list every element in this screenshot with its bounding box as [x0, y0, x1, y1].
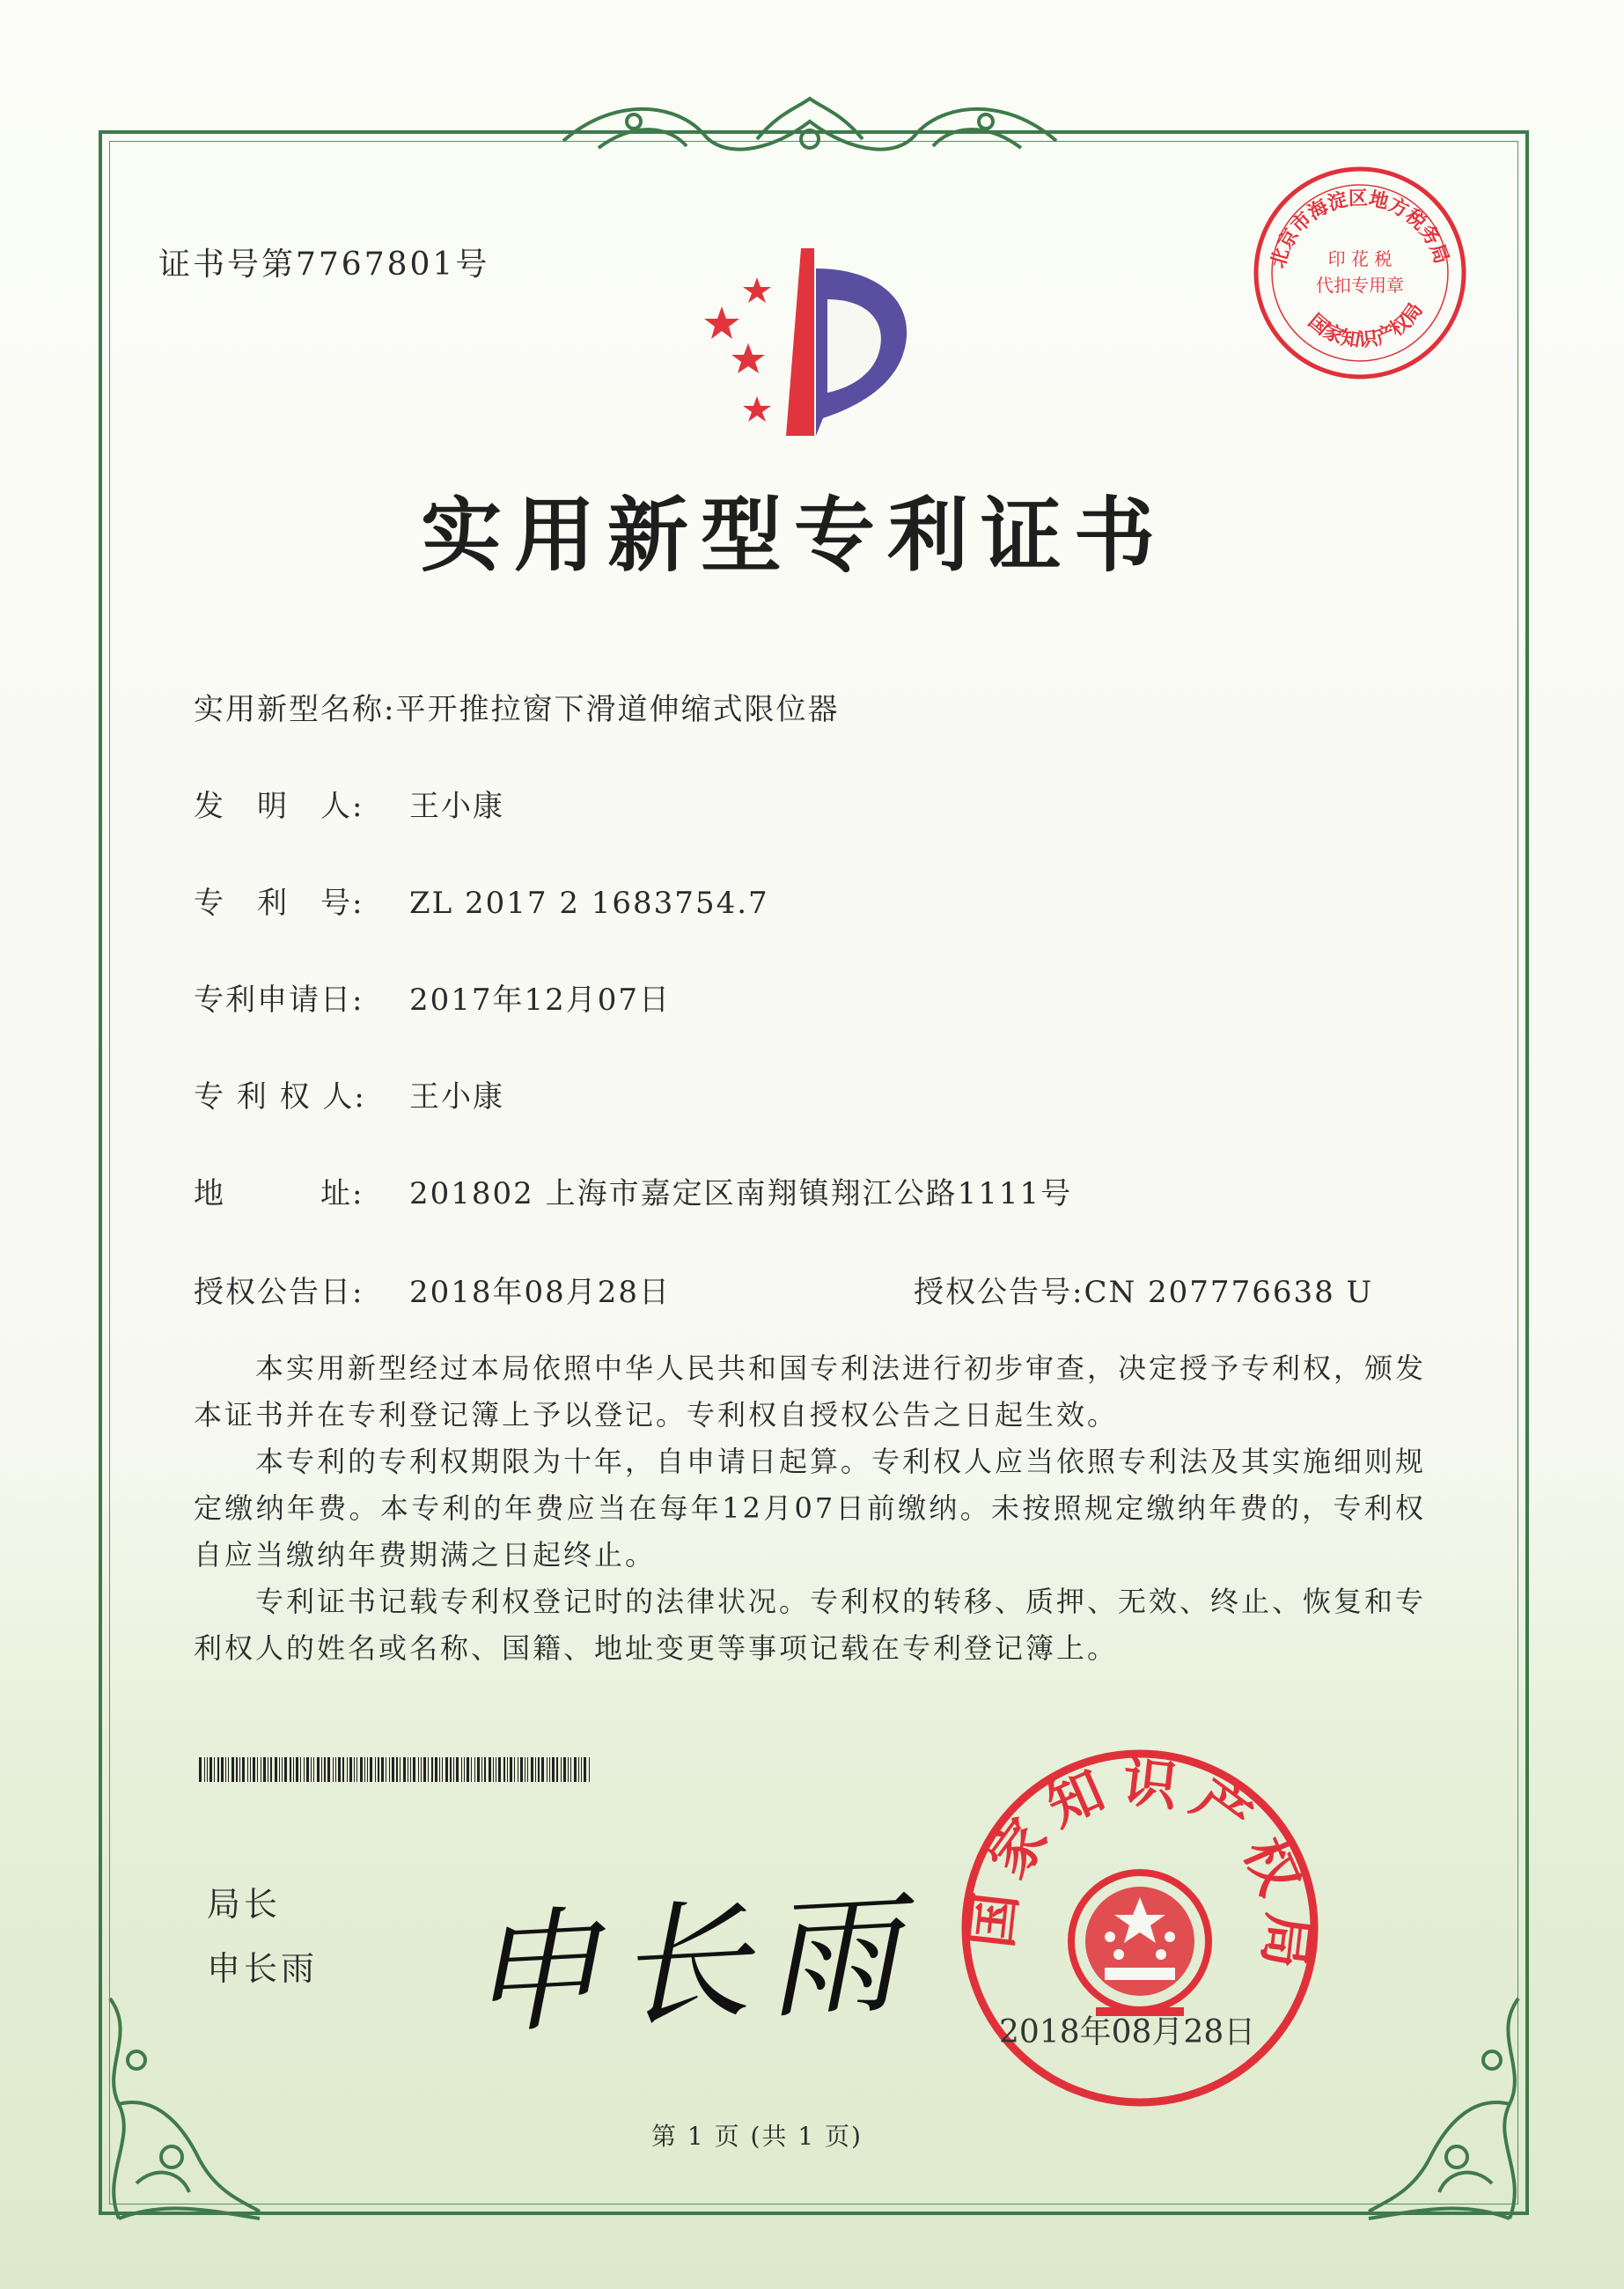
barcode-bar — [477, 1757, 480, 1782]
barcode-bar — [538, 1757, 540, 1782]
barcode-bar — [510, 1757, 512, 1782]
barcode-bar — [467, 1757, 469, 1782]
barcode-bar — [354, 1757, 355, 1782]
barcode-bar — [327, 1757, 330, 1782]
field-label: 实用新型名称: — [194, 692, 396, 727]
barcode-bar — [270, 1757, 272, 1782]
body-paragraph: 本专利的专利权期限为十年，自申请日起算。专利权人应当依照专利法及其实施细则规定缴纳年费。本专利的年费应当在每年12月07日前缴纳。未按照规定缴纳年费的，专利权自应当缴纳年费期满之日起终止。 — [194, 1445, 1427, 1571]
barcode-bar — [581, 1757, 582, 1782]
field-label: 地 址: — [194, 1176, 364, 1211]
barcode-bar — [242, 1757, 245, 1782]
barcode-bar — [531, 1757, 533, 1782]
patent-office-logo-icon — [682, 238, 929, 445]
svg-text:国家知识产权局 — [1304, 298, 1427, 352]
barcode-bar — [453, 1757, 454, 1782]
barcode-bar — [356, 1757, 357, 1782]
barcode-bar — [474, 1757, 475, 1782]
barcode-bar — [541, 1757, 544, 1782]
barcode-bar — [209, 1757, 212, 1782]
barcode-bar — [489, 1757, 491, 1782]
field-address — [194, 1169, 1072, 1212]
field-label: 发 明 人: — [194, 789, 364, 824]
barcode-bar — [471, 1757, 472, 1782]
barcode-bar — [225, 1757, 226, 1782]
barcode-bar — [410, 1757, 411, 1782]
barcode-bar — [403, 1757, 406, 1782]
barcode-bar — [360, 1757, 363, 1782]
tax-stamp — [1248, 161, 1473, 386]
barcode-bar — [589, 1757, 590, 1782]
barcode-bar — [450, 1757, 452, 1782]
barcode-bar — [217, 1757, 219, 1782]
barcode-bar — [300, 1757, 301, 1782]
barcode-icon — [199, 1757, 591, 1782]
field-value: ZL 2017 2 1683754.7 — [409, 886, 769, 921]
bottom-left-ornament-icon — [84, 1981, 268, 2236]
field-utility-model-name — [194, 685, 839, 728]
barcode-bar — [389, 1757, 390, 1782]
barcode-bar — [221, 1757, 224, 1782]
barcode-bar — [321, 1757, 322, 1782]
barcode-bar — [396, 1757, 398, 1782]
barcode-bar — [378, 1757, 379, 1782]
barcode-bar — [375, 1757, 376, 1782]
barcode-bar — [392, 1757, 394, 1782]
barcode-bar — [290, 1757, 291, 1782]
field-application-date — [194, 975, 671, 1019]
barcode-bar — [514, 1757, 515, 1782]
field-label: 授权公告日: — [194, 1275, 364, 1310]
barcode-bar — [239, 1757, 240, 1782]
field-value: CN 207776638 U — [1084, 1275, 1374, 1310]
barcode-bar — [574, 1757, 577, 1782]
barcode-bar — [413, 1757, 415, 1782]
barcode-bar — [306, 1757, 309, 1782]
barcode-bar — [214, 1757, 215, 1782]
barcode-bar — [461, 1757, 462, 1782]
barcode-bar — [284, 1757, 287, 1782]
barcode-bar — [445, 1757, 448, 1782]
top-ornament-icon — [546, 86, 1074, 166]
barcode-bar — [204, 1757, 205, 1782]
barcode-bar — [549, 1757, 550, 1782]
official-seal — [955, 1743, 1325, 2113]
field-label: 授权公告号: — [914, 1275, 1084, 1310]
barcode-bar — [484, 1757, 486, 1782]
barcode-bar — [570, 1757, 571, 1782]
barcode-bar — [435, 1757, 437, 1782]
barcode-bar — [498, 1757, 501, 1782]
barcode-bar — [342, 1757, 344, 1782]
barcode-bar — [442, 1757, 443, 1782]
barcode-bar — [199, 1757, 202, 1782]
barcode-bar — [250, 1757, 251, 1782]
barcode-bar — [535, 1757, 536, 1782]
barcode-bar — [367, 1757, 368, 1782]
barcode-bar — [349, 1757, 352, 1782]
barcode-bar — [257, 1757, 258, 1782]
tax-stamp-inner-2: 代扣专用章 — [1316, 275, 1404, 296]
field-label: 专利申请日: — [194, 983, 364, 1018]
barcode-bar — [527, 1757, 528, 1782]
field-inventor — [194, 782, 504, 825]
barcode-bar — [493, 1757, 494, 1782]
barcode-bar — [347, 1757, 348, 1782]
barcode-bar — [456, 1757, 459, 1782]
barcode-bar — [568, 1757, 569, 1782]
director-signature — [462, 1846, 921, 2059]
barcode-bar — [317, 1757, 320, 1782]
tax-stamp-bottom-text: 国家知识产权局 — [1304, 298, 1428, 352]
tax-stamp-inner-1: 印 花 税 — [1327, 248, 1393, 269]
barcode-bar — [418, 1757, 419, 1782]
field-patent-number — [194, 879, 769, 922]
field-label: 专 利 权 人: — [194, 1079, 366, 1115]
barcode-bar — [253, 1757, 255, 1782]
barcode-bar — [381, 1757, 384, 1782]
page-title: 实用新型专利证书 — [421, 488, 1168, 583]
field-value: 王小康 — [409, 789, 504, 824]
barcode-bar — [313, 1757, 314, 1782]
certificate-body — [194, 1345, 1426, 1672]
field-value: 王小康 — [409, 1079, 504, 1115]
signature-text: 申长雨 — [463, 1876, 920, 2054]
field-announcement-date — [194, 1268, 671, 1311]
barcode-bar — [324, 1757, 326, 1782]
barcode-bar — [231, 1757, 234, 1782]
barcode-bar — [311, 1757, 312, 1782]
director-title: 局长 — [207, 1885, 282, 1924]
barcode-bar — [464, 1757, 465, 1782]
barcode-bar — [578, 1757, 579, 1782]
bottom-right-ornament-icon — [1360, 1981, 1545, 2236]
tax-stamp-outer-text: 北京市海淀区地方税务局 — [1266, 187, 1453, 271]
barcode-bar — [364, 1757, 365, 1782]
page-footer: 第 1 页 (共 1 页) — [651, 2122, 863, 2151]
barcode-bar — [507, 1757, 508, 1782]
barcode-bar — [481, 1757, 482, 1782]
barcode-bar — [207, 1757, 208, 1782]
barcode-bar — [421, 1757, 422, 1782]
seal-date: 2018年08月28日 — [999, 2014, 1256, 2050]
barcode-bar — [263, 1757, 266, 1782]
barcode-bar — [279, 1757, 280, 1782]
barcode-bar — [428, 1757, 429, 1782]
field-value: 201802 上海市嘉定区南翔镇翔江公路1111号 — [409, 1176, 1073, 1211]
official-seal-text: 国家知识产权局 — [959, 1748, 1322, 1984]
barcode-bar — [561, 1757, 562, 1782]
barcode-bar — [335, 1757, 336, 1782]
body-paragraph: 本实用新型经过本局依照中华人民共和国专利法进行初步审查，决定授予专利权，颁发本证书并在专利登记簿上予以登记。专利权自授权公告之日起生效。 — [194, 1351, 1427, 1432]
barcode-bar — [338, 1757, 341, 1782]
barcode-bar — [552, 1757, 555, 1782]
field-value: 2017年12月07日 — [409, 983, 672, 1018]
barcode-bar — [563, 1757, 566, 1782]
barcode-bar — [282, 1757, 283, 1782]
field-patentee — [194, 1072, 504, 1115]
barcode-bar — [333, 1757, 334, 1782]
barcode-bar — [236, 1757, 238, 1782]
director-name: 申长雨 — [207, 1949, 319, 1988]
barcode-bar — [556, 1757, 558, 1782]
barcode-bar — [503, 1757, 505, 1782]
barcode-bar — [439, 1757, 440, 1782]
barcode-bar — [304, 1757, 305, 1782]
barcode-bar — [370, 1757, 372, 1782]
field-announcement-number — [914, 1268, 1373, 1311]
barcode-bar — [584, 1757, 586, 1782]
barcode-bar — [275, 1757, 277, 1782]
barcode-bar — [431, 1757, 433, 1782]
barcode-bar — [520, 1757, 523, 1782]
barcode-bar — [247, 1757, 248, 1782]
certificate-number: 证书号第7767801号 — [158, 247, 490, 283]
barcode-bar — [423, 1757, 426, 1782]
body-paragraph: 专利证书记载专利权登记时的法律状况。专利权的转移、质押、无效、终止、恢复和专利权人的姓名或名称、国籍、地址变更等事项记载在专利登记簿上。 — [194, 1585, 1427, 1665]
barcode-bar — [296, 1757, 298, 1782]
field-label: 专 利 号: — [194, 886, 364, 921]
barcode-bar — [228, 1757, 229, 1782]
field-value: 平开推拉窗下滑道伸缩式限位器 — [395, 692, 840, 727]
field-value: 2018年08月28日 — [409, 1275, 672, 1310]
barcode-bar — [293, 1757, 294, 1782]
